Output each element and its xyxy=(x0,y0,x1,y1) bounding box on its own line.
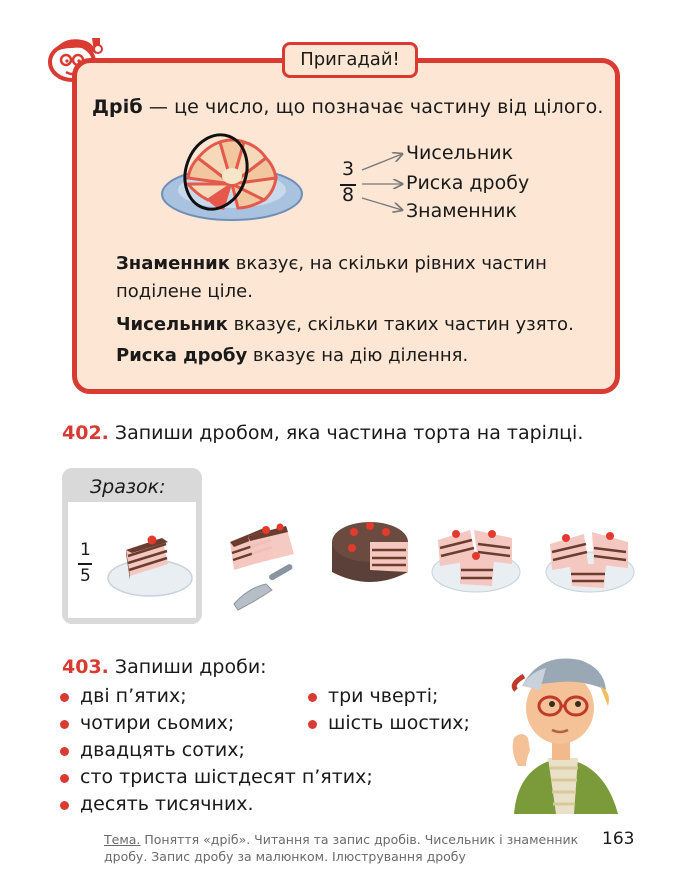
fraction-list-right xyxy=(306,683,470,737)
list-item: десять тисячних. xyxy=(58,791,373,818)
sample-fraction-bar xyxy=(78,563,92,565)
rule-term: Чисельник xyxy=(116,314,228,335)
cake-two-slices-icon xyxy=(214,514,314,614)
list-item: чотири сьомих; xyxy=(58,710,373,737)
fraction-parts-diagram xyxy=(334,138,574,226)
fraction-numerator: 3 xyxy=(342,158,355,180)
task-number: 402. xyxy=(62,422,109,444)
rule-term: Риска дробу xyxy=(116,345,248,366)
definition-text: — це число, що позначає частину від цілого. xyxy=(142,96,604,118)
cake-slice-plate-icon xyxy=(104,520,194,602)
rule-text: вказує, на скільки рівних частин поділене ціле. xyxy=(116,253,547,302)
list-item: три чверті; xyxy=(306,683,470,710)
cake-four-slices-icon xyxy=(430,512,522,598)
boy-illustration xyxy=(500,646,630,814)
list-item: шість шостих; xyxy=(306,710,470,737)
footer-topic xyxy=(104,831,584,865)
sample-denominator: 5 xyxy=(80,566,91,586)
sample-numerator: 1 xyxy=(80,540,91,560)
definition-term: Дріб xyxy=(92,96,143,118)
rule-denominator xyxy=(116,250,606,306)
cake-five-slices-icon xyxy=(324,508,416,594)
task-number: 403. xyxy=(62,656,109,678)
label-fraction-bar: Риска дробу xyxy=(406,172,530,194)
list-item: сто триста шістдесят п’ятих; xyxy=(58,764,373,791)
task-text: Запиши дробом, яка частина торта на тарілці. xyxy=(108,422,584,444)
rule-term: Знаменник xyxy=(116,253,230,274)
cake-three-slices-icon xyxy=(544,514,636,598)
task-403 xyxy=(62,656,267,678)
task-402 xyxy=(62,422,583,444)
definition xyxy=(92,96,604,118)
rule-fraction-bar xyxy=(116,342,606,370)
footer-text: Поняття «дріб». Читання та запис дробів. Чисельник і знаменник дробу. Запис дробу за малюнком. Ілюстрування дробу xyxy=(104,832,579,864)
page-number: 163 xyxy=(602,829,635,849)
fraction-denominator: 8 xyxy=(342,184,355,206)
label-denominator: Знаменник xyxy=(406,200,517,222)
rule-text: вказує на дію ділення. xyxy=(247,345,469,366)
list-item: дві п’ятих; xyxy=(58,683,373,710)
rule-text: вказує, скільки таких частин узято. xyxy=(227,314,574,335)
rule-numerator xyxy=(116,311,606,339)
remember-tab: Пригадай! xyxy=(282,42,418,78)
label-numerator: Чисельник xyxy=(406,142,514,164)
list-item: двадцять сотих; xyxy=(58,737,373,764)
apple-plate-illustration xyxy=(158,128,306,228)
footer-theme-label: Тема. xyxy=(104,832,141,847)
sample-title: Зразок: xyxy=(90,476,166,498)
task-text: Запиши дроби: xyxy=(108,656,267,678)
